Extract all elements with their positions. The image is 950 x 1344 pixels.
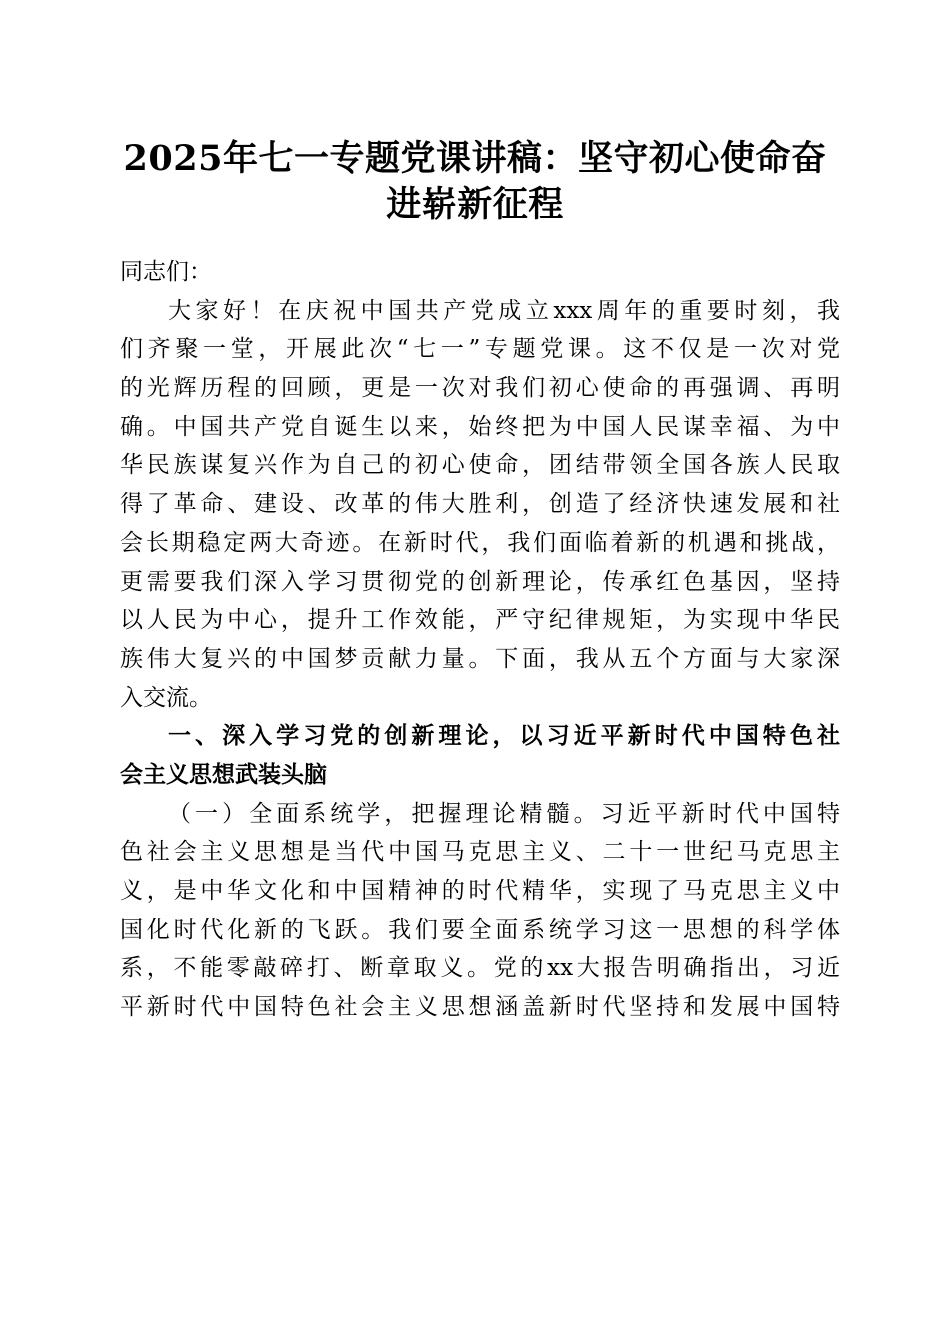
paragraph-line: 更需要我们深入学习贯彻党的创新理论，传承红色基因，坚持 <box>120 568 840 595</box>
paragraph-line: 得了革命、建设、改革的伟大胜利，创造了经济快速发展和社 <box>120 491 840 518</box>
paragraph-line: 华民族谋复兴作为自己的初心使命，团结带领全国各族人民取 <box>120 452 840 479</box>
document-title <box>110 136 840 228</box>
paragraph-line: 平新时代中国特色社会主义思想涵盖新时代坚持和发展中国特 <box>120 994 840 1021</box>
paragraph-line: 的光辉历程的回顾，更是一次对我们初心使命的再强调、再明 <box>120 375 840 402</box>
salutation: 同志们： <box>120 259 212 285</box>
document-body <box>120 253 840 1027</box>
sub-section-paragraph <box>120 795 840 1027</box>
paragraph-line: 确。中国共产党自诞生以来，始终把为中国人民谋幸福、为中 <box>120 413 840 440</box>
title-line-2: 进崭新征程 <box>386 184 564 225</box>
paragraph-line: （一）全面系统学，把握理论精髓。习近平新时代中国特 <box>168 800 840 827</box>
intro-paragraph <box>120 292 840 718</box>
paragraph-line: 国化时代化新的飞跃。我们要全面系统学习这一思想的科学体 <box>120 916 840 943</box>
heading-line: 会主义思想武装头脑 <box>120 761 327 788</box>
title-line-1: 2025年七一专题党课讲稿：坚守初心使命奋 <box>123 138 827 179</box>
paragraph-line: 系，不能零敲碎打、断章取义。党的xx大报告明确指出，习近 <box>120 955 840 982</box>
paragraph-line: 色社会主义思想是当代中国马克思主义、二十一世纪马克思主 <box>120 839 840 866</box>
heading-line: 一、深入学习党的创新理论，以习近平新时代中国特色社 <box>168 723 840 750</box>
paragraph-line: 大家好！在庆祝中国共产党成立xxx周年的重要时刻，我 <box>168 297 840 324</box>
paragraph-line: 族伟大复兴的中国梦贡献力量。下面，我从五个方面与大家深 <box>120 645 840 672</box>
paragraph-line: 以人民为中心，提升工作效能，严守纪律规矩，为实现中华民 <box>120 607 840 634</box>
paragraph-line: 会长期稳定两大奇迹。在新时代，我们面临着新的机遇和挑战， <box>120 529 840 556</box>
paragraph-line: 入交流。 <box>120 684 212 711</box>
section-heading <box>120 717 840 794</box>
paragraph-line: 义，是中华文化和中国精神的时代精华，实现了马克思主义中 <box>120 878 840 904</box>
paragraph-line: 们齐聚一堂，开展此次“七一”专题党课。这不仅是一次对党 <box>120 336 840 363</box>
